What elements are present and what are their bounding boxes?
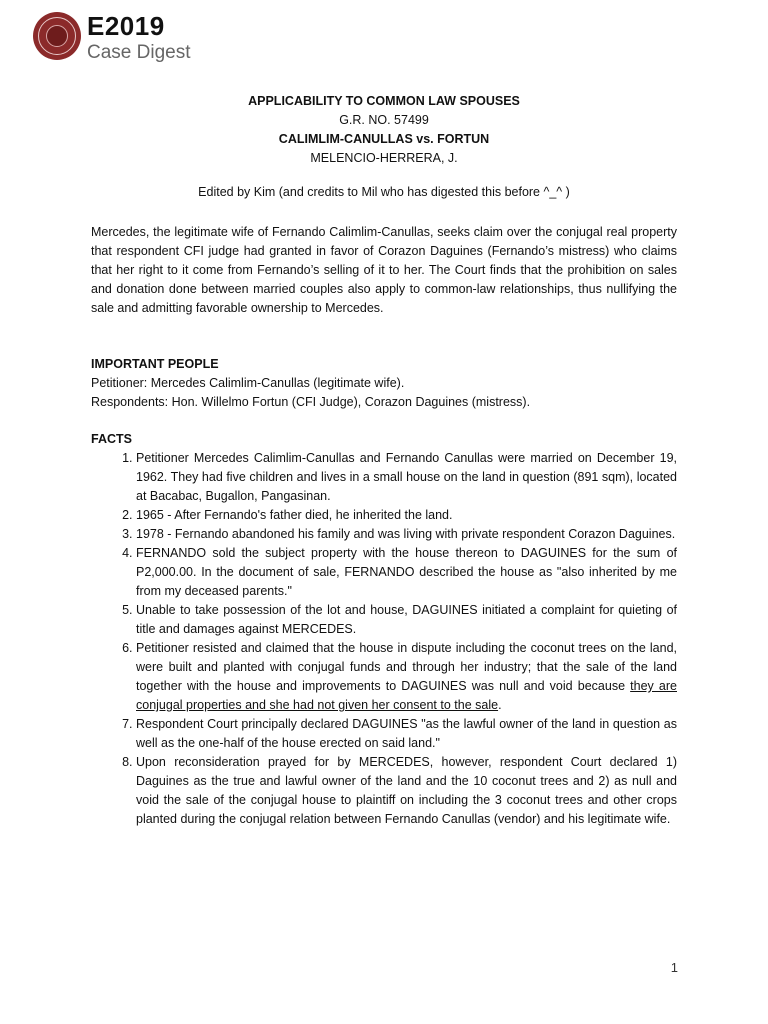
facts-heading: FACTS bbox=[91, 432, 132, 446]
fact-underlined-text: they are conjugal properties and she had not given her consent to the sale bbox=[136, 679, 677, 712]
facts-list bbox=[91, 449, 677, 829]
fact-item: 4. FERNANDO sold the subject property with the house thereon to DAGUINES for the sum of P2,000.00. In the document of sale, FERNANDO described the house as "also inherited by me from my deceased parents." bbox=[136, 544, 677, 601]
case-name: CALIMLIM-CANULLAS vs. FORTUN bbox=[278, 132, 490, 146]
fact-item: 7. Respondent Court principally declared DAGUINES "as the lawful owner of the land in question as well as the one-half of the house erected on said land." bbox=[136, 715, 677, 753]
facts-section bbox=[91, 430, 677, 829]
case-titles bbox=[0, 92, 768, 168]
fact-item: 2. 1965 - After Fernando's father died, he inherited the land. bbox=[136, 506, 677, 525]
fact-text: Petitioner resisted and claimed that the house in dispute including the coconut trees on the land, were built and planted with conjugal funds and through her industry; that the sale of the land together with the house and improvements to DAGUINES was null and void because bbox=[136, 641, 677, 693]
fact-item: 3. 1978 - Fernando abandoned his family and was living with private respondent Corazon Daguines. bbox=[136, 525, 677, 544]
page-number: 1 bbox=[670, 960, 678, 975]
brand-subtitle: Case Digest bbox=[87, 42, 191, 63]
case-gr-number: G.R. NO. 57499 bbox=[339, 113, 429, 127]
case-summary: Mercedes, the legitimate wife of Fernando Calimlim-Canullas, seeks claim over the conjugal real property that respondent CFI judge had granted in favor of Corazon Daguines (Fernando’s mistress) who claims that her right to it come from Fernando’s selling of it to her. The Court finds that the prohibition on sales and donation done between married couples also apply to common-law relationships, thus nullifying the sale and admitting favorable ownership to Mercedes. bbox=[91, 225, 677, 315]
edited-credit: Edited by Kim (and credits to Mil who has digested this before ^_^ ) bbox=[198, 185, 570, 199]
fact-text-end: . bbox=[498, 698, 502, 712]
fact-item: 1. Petitioner Mercedes Calimlim-Canullas and Fernando Canullas were married on December 19, 1962. They had five children and lives in a small house on the land in question (891 sqm), located at Bacabac, Bugallon, Pangasinan. bbox=[136, 449, 677, 506]
petitioner-line: Petitioner: Mercedes Calimlim-Canullas (legitimate wife). bbox=[91, 376, 405, 390]
brand-title: E2019 bbox=[87, 11, 165, 41]
fact-item bbox=[136, 639, 677, 715]
important-people-heading: IMPORTANT PEOPLE bbox=[91, 357, 219, 371]
case-ponente: MELENCIO-HERRERA, J. bbox=[310, 151, 458, 165]
important-people-section bbox=[91, 355, 677, 412]
fact-item: 8. Upon reconsideration prayed for by MERCEDES, however, respondent Court declared 1) Daguines as the true and lawful owner of the land and the 10 coconut trees and 2) as null and void the sale of the conjugal house to plaintiff on including the 3 coconut trees and other crops planted during the conjugal relation between Fernando Canullas (vendor) and his legitimate wife. bbox=[136, 753, 677, 829]
case-topic: APPLICABILITY TO COMMON LAW SPOUSES bbox=[248, 94, 520, 108]
fact-item: 5. Unable to take possession of the lot and house, DAGUINES initiated a complaint for quieting of title and damages against MERCEDES. bbox=[136, 601, 677, 639]
document-header bbox=[33, 12, 191, 64]
university-seal-icon bbox=[33, 12, 81, 60]
respondents-line: Respondents: Hon. Willelmo Fortun (CFI Judge), Corazon Daguines (mistress). bbox=[91, 395, 531, 409]
